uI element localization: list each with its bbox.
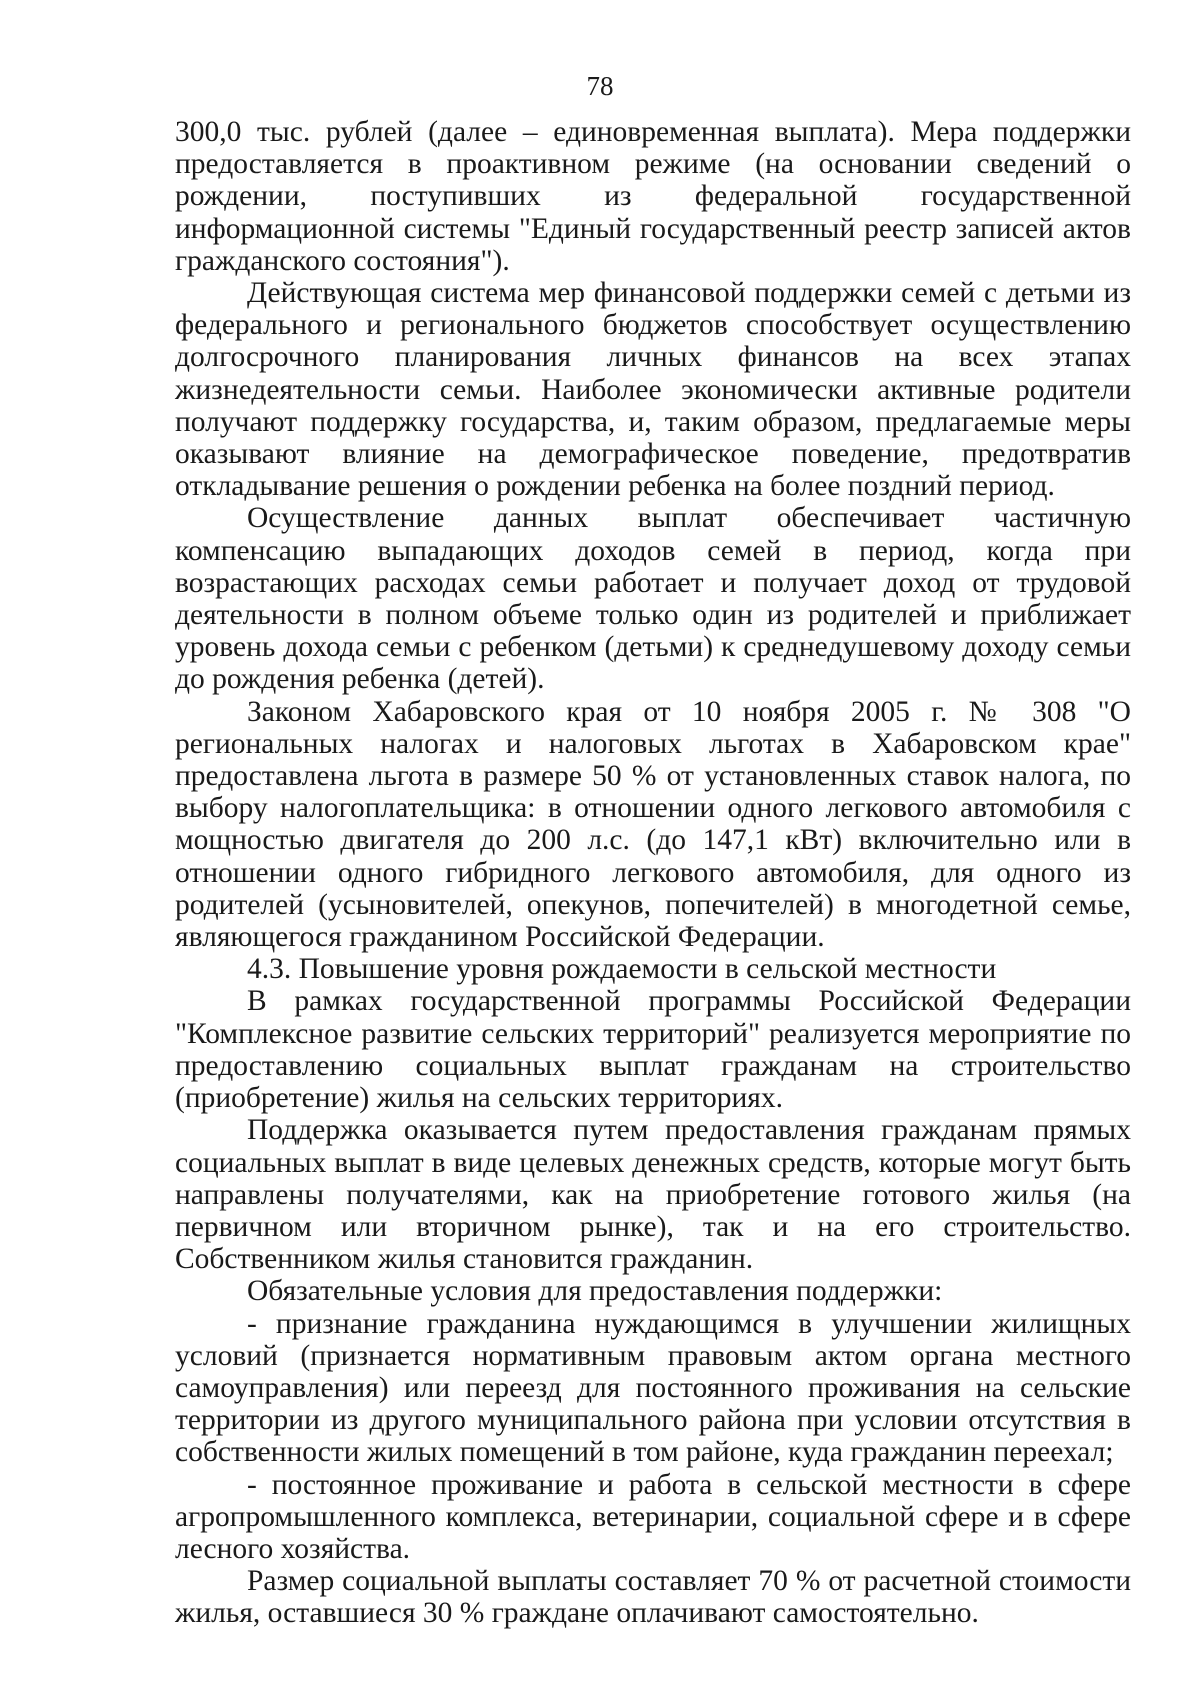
paragraph: Размер социальной выплаты составляет 70 % от расчетной стоимости жилья, оставшиеся 30 % граждане оплачивают самостоятельно. xyxy=(175,1565,1131,1630)
paragraph: Осуществление данных выплат обеспечивает частичную компенсацию выпадающих доходов семей в период, когда при возрастающих расходах семьи работает и получает доход от трудовой деятельности в полном объеме только один из родителей и приближает уровень дохода семьи с ребенком (детьми) к среднедушевому доходу семьи до рождения ребенка (детей). xyxy=(175,502,1131,696)
list-item: - постоянное проживание и работа в сельской местности в сфере агропромышленного комплекса, ветеринарии, социальной сфере и в сфере лесного хозяйства. xyxy=(175,1468,1131,1565)
paragraph: 300,0 тыс. рублей (далее – единовременная выплата). Мера поддержки предоставляется в проактивном режиме (на основании сведений о рождении, поступивших из федеральной государственной информационной системы "Единый государственный реестр записей актов гражданского состояния"). xyxy=(175,116,1131,277)
document-body xyxy=(175,116,1131,1630)
list-item: - признание гражданина нуждающимся в улучшении жилищных условий (признается нормативным правовым актом органа местного самоуправления) или переезд для постоянного проживания на сельские территории из другого муниципального района при условии отсутствия в собственности жилых помещений в том районе, куда гражданин переехал; xyxy=(175,1307,1131,1469)
paragraph: Поддержка оказывается путем предоставления гражданам прямых социальных выплат в виде целевых денежных средств, которые могут быть направлены получателями, как на приобретение готового жилья (на первичном или вторичном рынке), так и на его строительство. Собственником жилья становится гражданин. xyxy=(175,1114,1131,1276)
paragraph: Законом Хабаровского края от 10 ноября 2005 г. № 308 "О региональных налогах и налоговых льготах в Хабаровском крае" предоставлена льгота в размере 50 % от установленных ставок налога, по выбору налогоплательщика: в отношении одного легкового автомобиля с мощностью двигателя до 200 л.с. (до 147,1 кВт) включительно или в отношении одного гибридного легкового автомобиля, для одного из родителей (усыновителей, опекунов, попечителей) в многодетной семье, являющегося гражданином Российской Федерации. xyxy=(175,695,1131,954)
paragraph: В рамках государственной программы Российской Федерации "Комплексное развитие сельских территорий" реализуется мероприятие по предоставлению социальных выплат гражданам на строительство (приобретение) жилья на сельских территориях. xyxy=(175,985,1131,1115)
paragraph: Действующая система мер финансовой поддержки семей с детьми из федерального и регионального бюджетов способствует осуществлению долгосрочного планирования личных финансов на всех этапах жизнедеятельности семьи. Наиболее экономически активные родители получают поддержку государства, и, таким образом, предлагаемые меры оказывают влияние на демографическое поведение, предотвратив откладывание решения о рождении ребенка на более поздний период. xyxy=(175,277,1131,503)
page-number: 78 xyxy=(586,71,614,101)
paragraph: Обязательные условия для предоставления поддержки: xyxy=(247,1275,943,1308)
section-heading: 4.3. Повышение уровня рождаемости в сельской местности xyxy=(247,953,997,986)
